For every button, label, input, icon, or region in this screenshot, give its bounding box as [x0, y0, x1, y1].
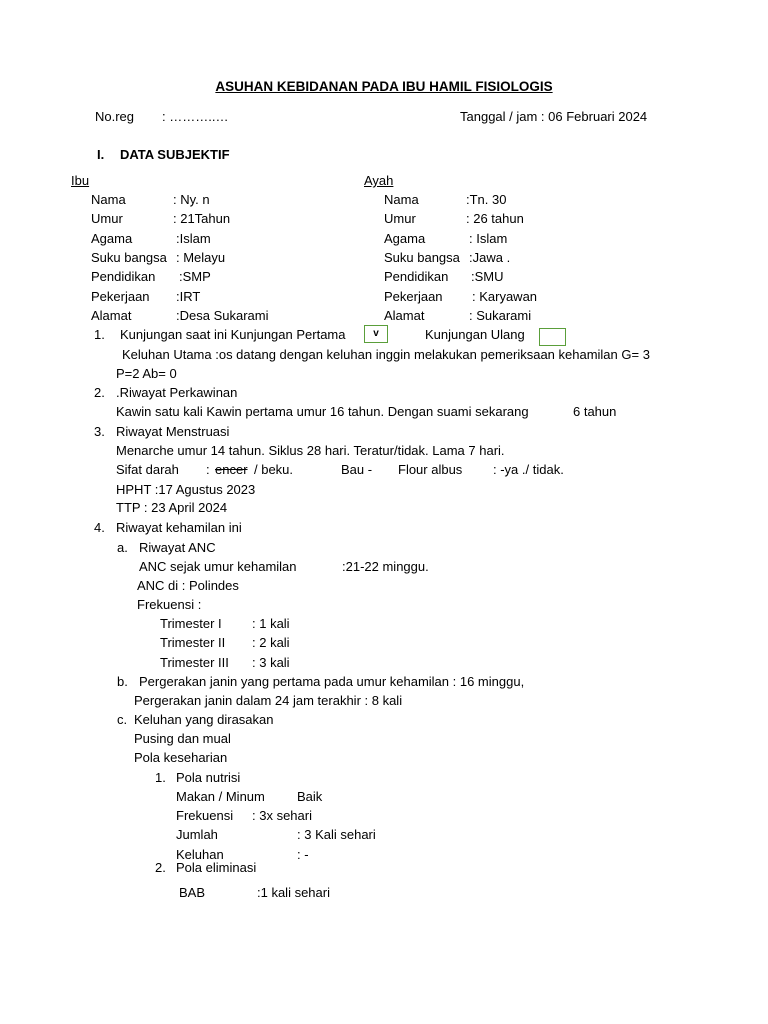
kunjungan-text: Kunjungan saat ini Kunjungan Pertama	[120, 327, 346, 342]
trimester-1-label: Trimester I	[160, 616, 222, 631]
pergerakan-janin-24jam: Pergerakan janin dalam 24 jam terakhir : 8 kali	[134, 693, 403, 708]
ibu-alamat-value: :Desa Sukarami	[176, 308, 269, 323]
ayah-umur-value: : 26 tahun	[466, 211, 524, 226]
trimester-1-value: : 1 kali	[252, 616, 290, 631]
keluhan-nutrisi-label: Keluhan	[176, 847, 224, 862]
anc-sejak-value: :21-22 minggu.	[342, 559, 429, 574]
kunjungan-ulang-checkbox[interactable]	[539, 328, 566, 346]
item2-number: 2.	[94, 385, 105, 400]
ayah-nama-label: Nama	[384, 192, 419, 207]
ibu-umur-label: Umur	[91, 211, 123, 226]
jumlah-value: : 3 Kali sehari	[297, 827, 376, 842]
section-number: I.	[97, 147, 105, 162]
ayah-heading: Ayah	[364, 173, 394, 188]
riwayat-anc: Riwayat ANC	[139, 540, 216, 555]
keluhan-dirasakan: Keluhan yang dirasakan	[134, 712, 274, 727]
trimester-2-value: : 2 kali	[252, 635, 290, 650]
ayah-pekerjaan-label: Pekerjaan	[384, 289, 443, 304]
ibu-suku-value: : Melayu	[176, 250, 226, 265]
ayah-agama-value: : Islam	[469, 231, 508, 246]
jumlah-label: Jumlah	[176, 827, 218, 842]
trimester-3-value: : 3 kali	[252, 655, 290, 670]
bab-label: BAB	[179, 885, 206, 900]
noreg-label: No.reg	[95, 109, 135, 124]
ayah-alamat-value: : Sukarami	[469, 308, 532, 323]
keluhan-utama-line1: Keluhan Utama :os datang dengan keluhan inggin melakukan pemeriksaan kehamilan G= 3	[122, 347, 650, 362]
ibu-pendidikan-label: Pendidikan	[91, 269, 156, 284]
ayah-alamat-label: Alamat	[384, 308, 425, 323]
sub-b-number: b.	[117, 674, 128, 689]
item4-number: 4.	[94, 520, 105, 535]
ayah-suku-label: Suku bangsa	[384, 250, 460, 265]
noreg-value: : ………..…	[162, 109, 229, 124]
kunjungan-ulang-label: Kunjungan Ulang	[425, 327, 525, 342]
makan-minum-value: Baik	[297, 789, 323, 804]
makan-minum-label: Makan / Minum	[176, 789, 265, 804]
ibu-heading: Ibu	[71, 173, 90, 188]
ibu-agama-value: :Islam	[176, 231, 211, 246]
sifat-darah-colon: :	[206, 462, 210, 477]
ibu-agama-label: Agama	[91, 231, 133, 246]
menarche-line: Menarche umur 14 tahun. Siklus 28 hari. Teratur/tidak. Lama 7 hari.	[116, 443, 505, 458]
ibu-alamat-label: Alamat	[91, 308, 132, 323]
anc-sejak-label: ANC sejak umur kehamilan	[139, 559, 297, 574]
ayah-umur-label: Umur	[384, 211, 416, 226]
frekuensi-makan-value: : 3x sehari	[252, 808, 312, 823]
ibu-nama-label: Nama	[91, 192, 126, 207]
frekuensi-makan-label: Frekuensi	[176, 808, 234, 823]
flour-albus-label: Flour albus	[398, 462, 463, 477]
pergerakan-janin-pertama: Pergerakan janin yang pertama pada umur kehamilan : 16 minggu,	[139, 674, 525, 689]
item3-number: 3.	[94, 424, 105, 439]
trimester-3-label: Trimester III	[160, 655, 229, 670]
sub-c-number: c.	[117, 712, 128, 727]
keluhan-nutrisi-value: : -	[297, 847, 309, 862]
hpht: HPHT :17 Agustus 2023	[116, 482, 256, 497]
trimester-2-label: Trimester II	[160, 635, 226, 650]
ibu-nama-value: : Ny. n	[173, 192, 210, 207]
keluhan-utama-line2: P=2 Ab= 0	[116, 366, 177, 381]
keluhan-detail: Pusing dan mual	[134, 731, 231, 746]
ibu-umur-value: : 21Tahun	[173, 211, 231, 226]
ttp: TTP : 23 April 2024	[116, 500, 228, 515]
ayah-suku-value: :Jawa .	[469, 250, 511, 265]
riwayat-perkawinan: .Riwayat Perkawinan	[116, 385, 238, 400]
pola-keseharian: Pola keseharian	[134, 750, 228, 765]
sifat-darah-encer: encer	[215, 462, 248, 477]
bab-value: :1 kali sehari	[257, 885, 330, 900]
ayah-pendidikan-label: Pendidikan	[384, 269, 449, 284]
flour-albus-value: : -ya ./ tidak.	[493, 462, 564, 477]
ayah-agama-label: Agama	[384, 231, 426, 246]
perkawinan-lama: 6 tahun	[573, 404, 617, 419]
riwayat-kehamilan: Riwayat kehamilan ini	[116, 520, 242, 535]
ayah-pekerjaan-value: : Karyawan	[472, 289, 538, 304]
ibu-pekerjaan-value: :IRT	[176, 289, 201, 304]
document-title: ASUHAN KEBIDANAN PADA IBU HAMIL FISIOLOGIS	[215, 79, 553, 94]
section-title: DATA SUBJEKTIF	[120, 147, 230, 162]
pola-eliminasi: Pola eliminasi	[176, 860, 257, 875]
kunjungan-pertama-checkbox[interactable]: v	[364, 325, 388, 343]
pola-1-number: 1.	[155, 770, 166, 785]
perkawinan-detail: Kawin satu kali Kawin pertama umur 16 tahun. Dengan suami sekarang	[116, 404, 529, 419]
sifat-darah-beku: / beku.	[254, 462, 294, 477]
ayah-nama-value: :Tn. 30	[466, 192, 507, 207]
anc-di: ANC di : Polindes	[137, 578, 239, 593]
pola-nutrisi: Pola nutrisi	[176, 770, 241, 785]
sifat-darah-label: Sifat darah	[116, 462, 179, 477]
pola-2-number: 2.	[155, 860, 166, 875]
ayah-pendidikan-value: :SMU	[471, 269, 504, 284]
ibu-suku-label: Suku bangsa	[91, 250, 167, 265]
tanggal-jam: Tanggal / jam : 06 Februari 2024	[460, 109, 648, 124]
sub-a-number: a.	[117, 540, 128, 555]
frekuensi-anc: Frekuensi :	[137, 597, 202, 612]
item1-number: 1.	[94, 327, 105, 342]
ibu-pekerjaan-label: Pekerjaan	[91, 289, 150, 304]
riwayat-menstruasi: Riwayat Menstruasi	[116, 424, 230, 439]
bau: Bau -	[341, 462, 373, 477]
ibu-pendidikan-value: :SMP	[179, 269, 211, 284]
